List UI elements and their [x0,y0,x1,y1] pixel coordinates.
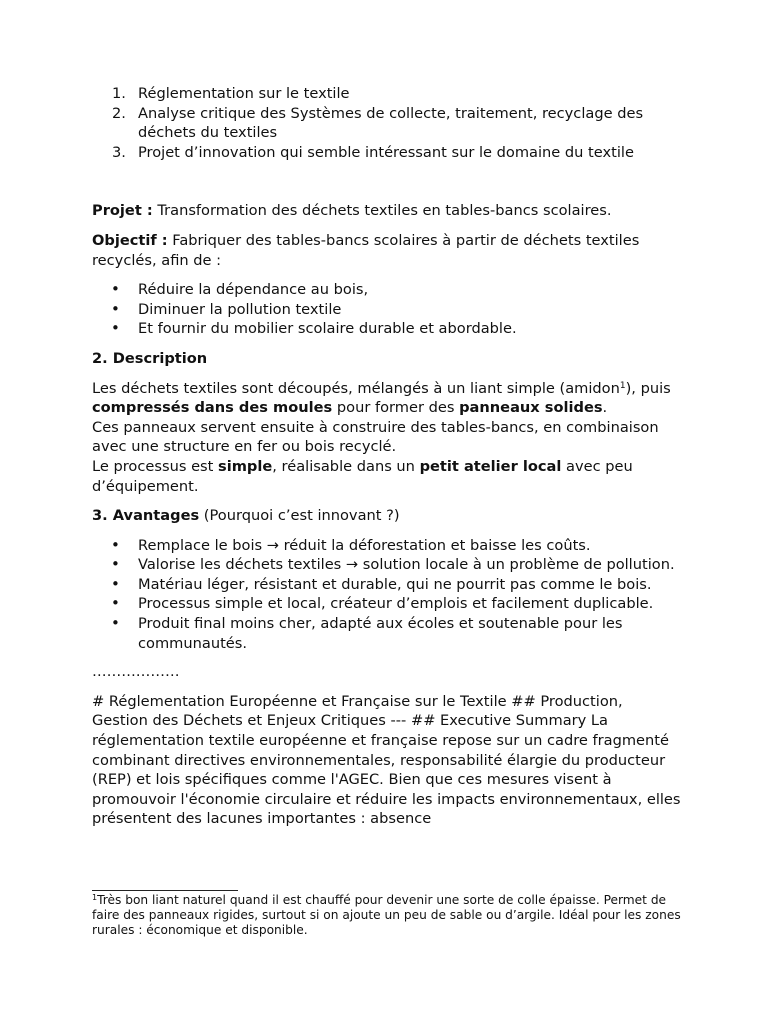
document-body [92,84,682,829]
avantages-bullet [92,575,682,595]
projet-text: Transformation des déchets textiles en tables-bancs scolaires. [152,202,612,220]
description-heading [92,349,682,369]
description-bold-text: panneaux solides [459,399,603,417]
toc-item [92,84,682,104]
avantages-bullet [92,594,682,614]
avantages-bullet-text: Remplace le bois → réduit la déforestation et baisse les coûts. [138,536,591,554]
toc-item [92,104,682,143]
footnote-separator [92,890,238,891]
avantages-bullet-text: Valorise les déchets textiles → solution locale à un problème de pollution. [138,556,675,574]
description-text: ), puis [625,379,671,397]
separator-dots: ……………… [92,663,180,681]
avantages-bullet [92,555,682,575]
description-text: Les déchets textiles sont découpés, mélangés à un liant simple (amidon [92,379,620,397]
toc-list [92,84,682,162]
description-text: avec peu d’équipement. [92,457,633,495]
description-text: Le processus est [92,457,219,475]
toc-item [92,143,682,163]
description-bold-text: petit atelier local [419,457,562,475]
bullet-marker: • [111,319,120,338]
description-text: Ces panneaux servent ensuite à construire des tables-bancs, en combinaison avec une structure en fer ou bois recyclé. [92,418,659,456]
bullet-marker: • [111,555,120,574]
description-text: , réalisable dans un [272,457,420,475]
list-number: 1. [112,85,126,102]
projet-label: Projet : [92,202,153,220]
objectif-bullet-text: Diminuer la pollution textile [138,300,342,318]
footnote-reference[interactable]: 1 [619,380,626,391]
description-text: . [602,399,608,417]
toc-item-text: Projet d’innovation qui semble intéressant sur le domaine du textile [138,143,634,161]
avantages-bullet [92,536,682,556]
objectif-bullet-list [92,280,682,339]
description-heading-text: 2. Description [92,349,208,367]
avantages-bullet-list [92,536,682,654]
list-number: 2. [112,104,126,122]
objectif-bullet [92,280,682,300]
objectif-bullet-text: Et fournir du mobilier scolaire durable et abordable. [138,320,517,338]
reglementation-paragraph: # Réglementation Européenne et Française sur le Textile ## Production, Gestion des Déchets et Enjeux Critiques --- ## Executive Summary La réglementation textile européenne et française repose sur un cadre fragmenté combinant directives environnementales, responsabilité élargie du producteur (REP) et lois spécifiques comme l'AGEC. Bien que ces mesures visent à promouvoir l'économie circulaire et réduire les impacts environnementaux, elles présentent des lacunes importantes : absence [92,692,681,828]
avantages-bullet-text: Matériau léger, résistant et durable, qui ne pourrit pas comme le bois. [138,575,652,593]
avantages-bullet-text: Produit final moins cher, adapté aux écoles et soutenable pour les communautés. [138,615,623,652]
toc-item-text: Analyse critique des Systèmes de collecte, traitement, recyclage des déchets du textiles [138,104,644,142]
description-bold-text: simple [218,457,273,475]
footnote-mark: 1 [92,893,98,902]
bullet-marker: • [111,594,120,613]
footnote-text: Très bon liant naturel quand il est chauffé pour devenir une sorte de colle épaisse. Permet de faire des panneaux rigides, surtout si on ajoute un peu de sable ou d’argile. Idéal pour les zones rurales : économique et disponible. [92,893,681,937]
bullet-marker: • [111,614,120,633]
bullet-marker: • [111,280,120,299]
objectif-paragraph [92,231,682,270]
bullet-marker: • [111,535,120,554]
avantages-bullet-text: Processus simple et local, créateur d’emplois et facilement duplicable. [138,595,654,613]
footnote [92,893,692,938]
projet-paragraph [92,201,682,221]
objectif-label: Objectif : [92,231,168,249]
toc-item-text: Réglementation sur le textile [138,85,350,102]
objectif-text: Fabriquer des tables-bancs scolaires à partir de déchets textiles recyclés, afin de : [92,231,640,269]
avantages-heading [92,506,682,526]
avantages-heading-text: 3. Avantages [92,507,200,525]
bullet-marker: • [111,299,120,318]
objectif-bullet [92,319,682,339]
description-bold-text: compressés dans des moules [92,399,333,417]
avantages-heading-subtitle: (Pourquoi c’est innovant ?) [199,507,400,525]
description-paragraph [92,379,682,497]
avantages-bullet [92,614,682,653]
objectif-bullet [92,300,682,320]
list-number: 3. [112,143,126,161]
objectif-bullet-text: Réduire la dépendance au bois, [138,281,369,299]
description-text: pour former des [332,399,460,417]
bullet-marker: • [111,574,120,593]
